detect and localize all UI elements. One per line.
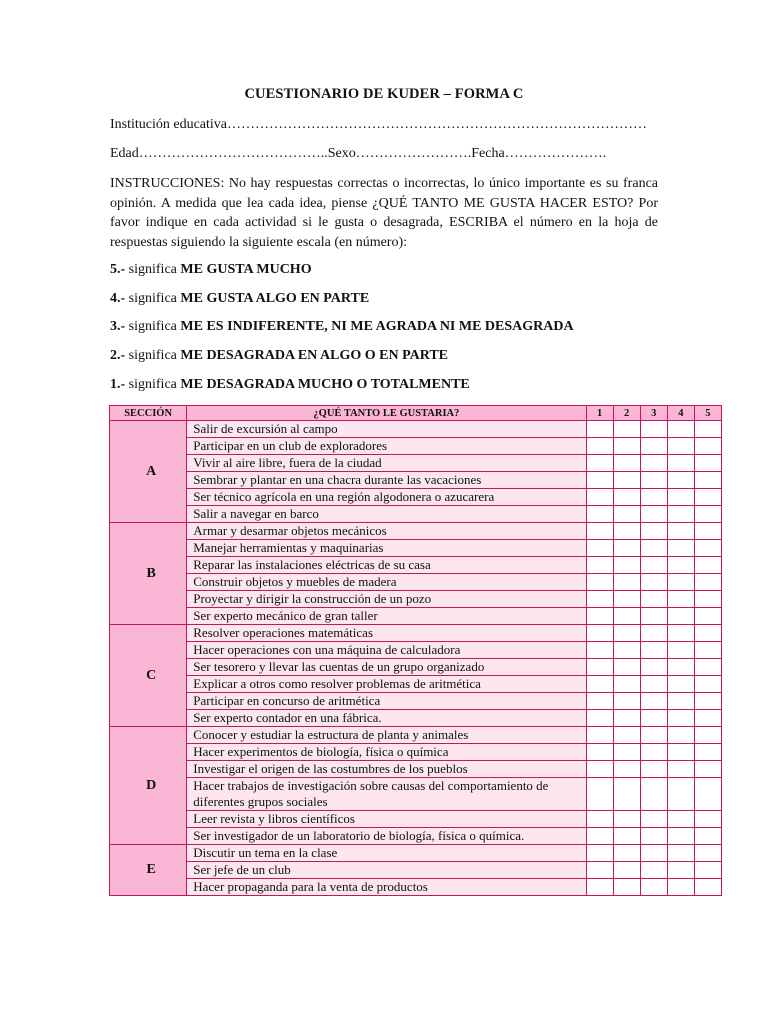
score-box-2[interactable] (613, 540, 640, 557)
score-box-2[interactable] (613, 693, 640, 710)
score-box-4[interactable] (667, 811, 694, 828)
score-box-4[interactable] (667, 693, 694, 710)
edad-sexo-fecha-field: Edad…………………………………..Sexo…………………….Fecha…………………. (110, 146, 607, 161)
score-box-3[interactable] (640, 574, 667, 591)
score-box-2[interactable] (613, 455, 640, 472)
activity-text: Participar en un club de exploradores (187, 438, 586, 455)
score-box-3[interactable] (640, 879, 667, 896)
scale-label: ME DESAGRADA MUCHO O TOTALMENTE (180, 377, 470, 392)
score-box-3[interactable] (640, 625, 667, 642)
score-box-2[interactable] (613, 625, 640, 642)
score-box-1[interactable] (586, 676, 613, 693)
score-box-4[interactable] (667, 506, 694, 523)
scale-item-5 (110, 262, 312, 278)
section-letter: A (110, 421, 187, 523)
score-box-3[interactable] (640, 642, 667, 659)
score-box-2[interactable] (613, 845, 640, 862)
score-box-2[interactable] (613, 727, 640, 744)
header-section: SECCIÓN (110, 406, 187, 421)
activity-text: Ser investigador de un laboratorio de biología, física o química. (187, 828, 586, 845)
score-box-5[interactable] (694, 811, 721, 828)
score-box-4[interactable] (667, 625, 694, 642)
score-box-2[interactable] (613, 761, 640, 778)
table-row (110, 879, 722, 896)
scale-word: significa (125, 262, 181, 277)
score-box-2[interactable] (613, 811, 640, 828)
score-box-4[interactable] (667, 591, 694, 608)
score-box-1[interactable] (586, 879, 613, 896)
score-box-1[interactable] (586, 659, 613, 676)
scale-number: 5.- (110, 262, 126, 277)
table-row (110, 506, 722, 523)
score-box-2[interactable] (613, 879, 640, 896)
score-box-3[interactable] (640, 608, 667, 625)
score-box-2[interactable] (613, 591, 640, 608)
score-box-5[interactable] (694, 778, 721, 811)
score-box-4[interactable] (667, 438, 694, 455)
scale-number: 2.- (110, 348, 126, 363)
score-box-3[interactable] (640, 845, 667, 862)
score-box-5[interactable] (694, 828, 721, 845)
score-box-2[interactable] (613, 438, 640, 455)
instructions-paragraph: INSTRUCCIONES: No hay respuestas correctas o incorrectas, lo único importante es su franca opinión. A medida que lea cada idea, piense ¿QUÉ TANTO ME GUSTA HACER ESTO? Por favor indique en cada actividad si le gusta o desagrada, ESCRIBA el número en la hoja de respuestas siguiendo la siguiente escala (en número): (110, 176, 658, 250)
score-box-2[interactable] (613, 659, 640, 676)
section-letter: D (110, 727, 187, 845)
score-box-5[interactable] (694, 625, 721, 642)
score-box-3[interactable] (640, 659, 667, 676)
score-box-4[interactable] (667, 455, 694, 472)
score-box-3[interactable] (640, 862, 667, 879)
score-box-3[interactable] (640, 540, 667, 557)
score-box-3[interactable] (640, 438, 667, 455)
score-box-1[interactable] (586, 862, 613, 879)
score-box-4[interactable] (667, 659, 694, 676)
section-letter: E (110, 845, 187, 896)
score-box-5[interactable] (694, 591, 721, 608)
score-box-4[interactable] (667, 761, 694, 778)
score-box-5[interactable] (694, 523, 721, 540)
table-row (110, 828, 722, 845)
table-row (110, 710, 722, 727)
header-score-4: 4 (667, 406, 694, 421)
table-row (110, 455, 722, 472)
document-title: CUESTIONARIO DE KUDER – FORMA C (244, 86, 524, 102)
score-box-2[interactable] (613, 523, 640, 540)
score-box-3[interactable] (640, 557, 667, 574)
scale-item-3 (110, 319, 574, 335)
score-box-1[interactable] (586, 744, 613, 761)
score-box-5[interactable] (694, 540, 721, 557)
score-box-4[interactable] (667, 540, 694, 557)
score-box-5[interactable] (694, 710, 721, 727)
score-box-5[interactable] (694, 693, 721, 710)
score-box-4[interactable] (667, 778, 694, 811)
scale-number: 1.- (110, 377, 126, 392)
table-row (110, 557, 722, 574)
score-box-5[interactable] (694, 608, 721, 625)
scale-word: significa (125, 348, 181, 363)
score-box-4[interactable] (667, 744, 694, 761)
score-box-2[interactable] (613, 506, 640, 523)
score-box-1[interactable] (586, 591, 613, 608)
activity-text: Proyectar y dirigir la construcción de un pozo (187, 591, 586, 608)
score-box-4[interactable] (667, 727, 694, 744)
score-box-5[interactable] (694, 676, 721, 693)
table-row (110, 489, 722, 506)
score-box-3[interactable] (640, 761, 667, 778)
activity-text: Sembrar y plantar en una chacra durante las vacaciones (187, 472, 586, 489)
scale-item-2 (110, 348, 448, 364)
table-row (110, 472, 722, 489)
score-box-4[interactable] (667, 879, 694, 896)
score-box-3[interactable] (640, 744, 667, 761)
activity-text: Ser experto contador en una fábrica. (187, 710, 586, 727)
score-box-1[interactable] (586, 421, 613, 438)
score-box-5[interactable] (694, 472, 721, 489)
activity-text: Armar y desarmar objetos mecánicos (187, 523, 586, 540)
scale-label: ME ES INDIFERENTE, NI ME AGRADA NI ME DESAGRADA (180, 319, 574, 334)
score-box-3[interactable] (640, 489, 667, 506)
header-score-3: 3 (640, 406, 667, 421)
score-box-1[interactable] (586, 828, 613, 845)
score-box-5[interactable] (694, 557, 721, 574)
score-box-3[interactable] (640, 472, 667, 489)
activity-text: Salir a navegar en barco (187, 506, 586, 523)
score-box-2[interactable] (613, 642, 640, 659)
score-box-5[interactable] (694, 489, 721, 506)
score-box-2[interactable] (613, 862, 640, 879)
table-row (110, 659, 722, 676)
header-question: ¿QUÉ TANTO LE GUSTARIA? (187, 406, 586, 421)
scale-word: significa (125, 291, 181, 306)
score-box-3[interactable] (640, 727, 667, 744)
activity-text: Hacer operaciones con una máquina de calculadora (187, 642, 586, 659)
score-box-5[interactable] (694, 455, 721, 472)
score-box-5[interactable] (694, 879, 721, 896)
score-box-3[interactable] (640, 828, 667, 845)
score-box-2[interactable] (613, 421, 640, 438)
score-box-5[interactable] (694, 659, 721, 676)
score-box-4[interactable] (667, 523, 694, 540)
activity-text: Participar en concurso de aritmética (187, 693, 586, 710)
score-box-1[interactable] (586, 710, 613, 727)
activity-text: Salir de excursión al campo (187, 421, 586, 438)
table-row (110, 676, 722, 693)
score-box-2[interactable] (613, 557, 640, 574)
scale-item-1 (110, 377, 470, 393)
scale-word: significa (125, 319, 181, 334)
score-box-4[interactable] (667, 862, 694, 879)
table-row (110, 862, 722, 879)
score-box-4[interactable] (667, 472, 694, 489)
score-box-3[interactable] (640, 421, 667, 438)
score-box-1[interactable] (586, 778, 613, 811)
table-row (110, 574, 722, 591)
table-row (110, 608, 722, 625)
section-letter: B (110, 523, 187, 625)
section-letter: C (110, 625, 187, 727)
score-box-4[interactable] (667, 828, 694, 845)
score-box-5[interactable] (694, 744, 721, 761)
table-row (110, 845, 722, 862)
score-box-3[interactable] (640, 811, 667, 828)
score-box-1[interactable] (586, 489, 613, 506)
table-row (110, 421, 722, 438)
score-box-1[interactable] (586, 642, 613, 659)
score-box-3[interactable] (640, 523, 667, 540)
score-box-3[interactable] (640, 676, 667, 693)
score-box-3[interactable] (640, 591, 667, 608)
table-body (110, 421, 722, 896)
activity-text: Resolver operaciones matemáticas (187, 625, 586, 642)
activity-text: Conocer y estudiar la estructura de planta y animales (187, 727, 586, 744)
score-box-3[interactable] (640, 693, 667, 710)
score-box-1[interactable] (586, 608, 613, 625)
activity-text: Hacer propaganda para la venta de productos (187, 879, 586, 896)
score-box-2[interactable] (613, 472, 640, 489)
score-box-1[interactable] (586, 574, 613, 591)
scale-label: ME GUSTA ALGO EN PARTE (180, 291, 370, 306)
score-box-1[interactable] (586, 557, 613, 574)
activity-text: Reparar las instalaciones eléctricas de su casa (187, 557, 586, 574)
activity-text: Hacer experimentos de biología, física o química (187, 744, 586, 761)
score-box-5[interactable] (694, 862, 721, 879)
score-box-1[interactable] (586, 693, 613, 710)
score-box-1[interactable] (586, 523, 613, 540)
activity-text: Investigar el origen de las costumbres de los pueblos (187, 761, 586, 778)
table-row (110, 642, 722, 659)
score-box-5[interactable] (694, 845, 721, 862)
score-box-1[interactable] (586, 625, 613, 642)
scale-item-4 (110, 291, 369, 307)
score-box-5[interactable] (694, 574, 721, 591)
table-row (110, 811, 722, 828)
score-box-5[interactable] (694, 761, 721, 778)
score-box-2[interactable] (613, 574, 640, 591)
score-box-5[interactable] (694, 506, 721, 523)
table-row (110, 693, 722, 710)
table-row (110, 761, 722, 778)
activity-text: Ser jefe de un club (187, 862, 586, 879)
score-box-4[interactable] (667, 557, 694, 574)
institucion-field: Institución educativa……………………………………………………………………………… (110, 117, 648, 132)
score-box-4[interactable] (667, 710, 694, 727)
score-box-1[interactable] (586, 438, 613, 455)
scale-label: ME GUSTA MUCHO (180, 262, 312, 277)
score-box-3[interactable] (640, 778, 667, 811)
score-box-1[interactable] (586, 472, 613, 489)
header-score-1: 1 (586, 406, 613, 421)
score-box-1[interactable] (586, 811, 613, 828)
score-box-1[interactable] (586, 761, 613, 778)
score-box-4[interactable] (667, 608, 694, 625)
score-box-5[interactable] (694, 421, 721, 438)
score-box-4[interactable] (667, 421, 694, 438)
score-box-2[interactable] (613, 608, 640, 625)
scale-number: 4.- (110, 291, 126, 306)
score-box-1[interactable] (586, 540, 613, 557)
activity-text: Discutir un tema en la clase (187, 845, 586, 862)
kuder-questionnaire-table (109, 405, 722, 896)
activity-text: Vivir al aire libre, fuera de la ciudad (187, 455, 586, 472)
table-row (110, 727, 722, 744)
header-score-2: 2 (613, 406, 640, 421)
score-box-1[interactable] (586, 845, 613, 862)
score-box-4[interactable] (667, 642, 694, 659)
score-box-3[interactable] (640, 506, 667, 523)
activity-text: Leer revista y libros científicos (187, 811, 586, 828)
score-box-2[interactable] (613, 828, 640, 845)
table-row (110, 523, 722, 540)
score-box-2[interactable] (613, 744, 640, 761)
table-header-row (110, 406, 722, 421)
header-score-5: 5 (694, 406, 721, 421)
activity-text: Ser experto mecánico de gran taller (187, 608, 586, 625)
score-box-4[interactable] (667, 489, 694, 506)
scale-label: ME DESAGRADA EN ALGO O EN PARTE (180, 348, 449, 363)
score-box-1[interactable] (586, 506, 613, 523)
score-box-2[interactable] (613, 676, 640, 693)
score-box-2[interactable] (613, 710, 640, 727)
score-box-1[interactable] (586, 455, 613, 472)
score-box-2[interactable] (613, 489, 640, 506)
score-box-3[interactable] (640, 710, 667, 727)
score-box-2[interactable] (613, 778, 640, 811)
score-box-4[interactable] (667, 574, 694, 591)
activity-text: Ser tesorero y llevar las cuentas de un grupo organizado (187, 659, 586, 676)
table-row (110, 625, 722, 642)
activity-text: Hacer trabajos de investigación sobre causas del comportamiento de diferentes grupos sociales (187, 778, 586, 811)
table-row (110, 438, 722, 455)
activity-text: Ser técnico agrícola en una región algodonera o azucarera (187, 489, 586, 506)
score-box-1[interactable] (586, 727, 613, 744)
activity-text: Construir objetos y muebles de madera (187, 574, 586, 591)
score-box-5[interactable] (694, 642, 721, 659)
scale-word: significa (125, 377, 181, 392)
table-row (110, 540, 722, 557)
table-row (110, 591, 722, 608)
score-box-5[interactable] (694, 727, 721, 744)
activity-text: Manejar herramientas y maquinarias (187, 540, 586, 557)
activity-text: Explicar a otros como resolver problemas de aritmética (187, 676, 586, 693)
score-box-4[interactable] (667, 845, 694, 862)
score-box-5[interactable] (694, 438, 721, 455)
table-row (110, 778, 722, 811)
score-box-4[interactable] (667, 676, 694, 693)
score-box-3[interactable] (640, 455, 667, 472)
scale-number: 3.- (110, 319, 126, 334)
table-row (110, 744, 722, 761)
